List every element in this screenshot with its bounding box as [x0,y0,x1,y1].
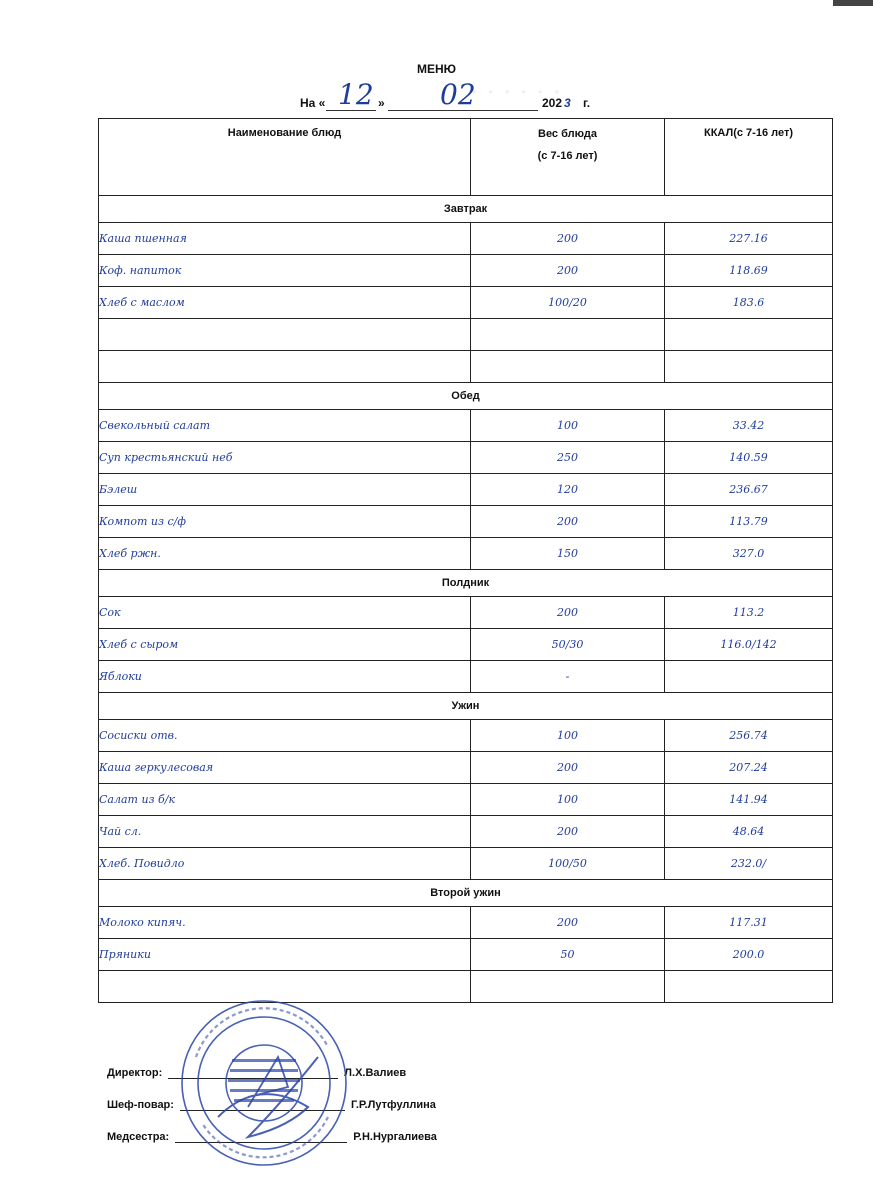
weight-cell: 100 [471,720,665,752]
table-row [99,506,833,538]
weight-cell: 200 [471,506,665,538]
bleed-through: . . . . . . [470,70,561,100]
dish-cell: Сосиски отв. [99,720,471,752]
weight-cell: 100/20 [471,287,665,319]
weight-cell: 200 [471,255,665,287]
section-row [99,196,833,223]
dish-cell: Свекольный салат [99,410,471,442]
menu-title: МЕНЮ [416,62,457,76]
section-name: Завтрак [99,196,833,223]
day-close: » [378,96,385,110]
weight-cell: 200 [471,597,665,629]
date-day: 12 [338,78,374,111]
section-name: Ужин [99,693,833,720]
table-row [99,223,833,255]
section-name: Второй ужин [99,880,833,907]
date-year: 202 [542,96,563,110]
date-line [300,78,720,114]
kcal-cell: 118.69 [665,255,833,287]
table-row [99,629,833,661]
table-row [99,287,833,319]
col-weight-age: (с 7-16 лет) [537,150,598,162]
weight-cell [471,319,665,351]
menu-table [98,118,833,1003]
kcal-cell: 227.16 [665,223,833,255]
date-year-suffix: г. [583,96,591,110]
weight-cell: 100 [471,410,665,442]
dish-cell: Компот из с/ф [99,506,471,538]
kcal-cell: 48.64 [665,816,833,848]
official-stamp [178,997,350,1169]
kcal-cell [665,661,833,693]
table-row [99,410,833,442]
signature-role: Шеф-повар: [107,1099,174,1111]
dish-cell: Суп крестьянский неб [99,442,471,474]
kcal-cell: 116.0/142 [665,629,833,661]
table-row [99,816,833,848]
dish-cell: Хлеб. Повидло [99,848,471,880]
kcal-cell: 183.6 [665,287,833,319]
dish-cell: Хлеб ржн. [99,538,471,570]
dish-cell: Коф. напиток [99,255,471,287]
signature-name: Г.Р.Лутфуллина [350,1099,436,1111]
kcal-cell [665,351,833,383]
section-row [99,383,833,410]
kcal-cell: 327.0 [665,538,833,570]
signature-role: Медсестра: [107,1131,170,1143]
kcal-cell: 232.0/ [665,848,833,880]
col-dish-name: Наименование блюд [99,119,471,196]
weight-cell: 200 [471,223,665,255]
kcal-cell: 236.67 [665,474,833,506]
weight-cell: 50/30 [471,629,665,661]
signature-role: Директор: [107,1067,163,1079]
dish-cell: Салат из б/к [99,784,471,816]
table-row [99,442,833,474]
table-row [99,351,833,383]
section-name: Обед [99,383,833,410]
table-row [99,661,833,693]
section-row [99,570,833,597]
dish-cell: Хлеб с маслом [99,287,471,319]
section-name: Полдник [99,570,833,597]
table-row [99,255,833,287]
weight-cell: 50 [471,939,665,971]
weight-cell: 100/50 [471,848,665,880]
table-row [99,538,833,570]
kcal-cell: 117.31 [665,907,833,939]
table-row [99,752,833,784]
weight-cell: 100 [471,784,665,816]
weight-cell: 150 [471,538,665,570]
weight-cell: 200 [471,816,665,848]
dish-cell [99,319,471,351]
table-header-row [99,119,833,196]
date-month: 02 [440,78,476,111]
table-row [99,319,833,351]
kcal-cell: 200.0 [665,939,833,971]
weight-cell: 250 [471,442,665,474]
dish-cell: Каша геркулесовая [99,752,471,784]
table-row [99,907,833,939]
section-row [99,693,833,720]
table-row [99,939,833,971]
kcal-cell [665,319,833,351]
col-weight [471,119,665,196]
kcal-cell: 207.24 [665,752,833,784]
weight-cell [471,971,665,1003]
dish-cell: Пряники [99,939,471,971]
weight-cell: 120 [471,474,665,506]
col-weight-label: Вес блюда [538,128,597,140]
dish-cell: Каша пшенная [99,223,471,255]
kcal-cell: 33.42 [665,410,833,442]
weight-cell [471,351,665,383]
weight-cell: 200 [471,907,665,939]
kcal-cell: 141.94 [665,784,833,816]
date-prefix: На « [300,96,326,110]
table-row [99,720,833,752]
dish-cell: Чай сл. [99,816,471,848]
table-row [99,474,833,506]
dish-cell: Яблоки [99,661,471,693]
date-year-digit: 3 [564,96,571,110]
kcal-cell [665,971,833,1003]
dish-cell: Молоко кипяч. [99,907,471,939]
col-kcal: ККАЛ(с 7-16 лет) [665,119,833,196]
dish-cell: Хлеб с сыром [99,629,471,661]
dish-cell: Сок [99,597,471,629]
signature-name: Л.Х.Валиев [344,1067,407,1079]
weight-cell: 200 [471,752,665,784]
table-row [99,848,833,880]
kcal-cell: 140.59 [665,442,833,474]
kcal-cell: 113.79 [665,506,833,538]
section-row [99,880,833,907]
table-row [99,784,833,816]
dish-cell: Бэлеш [99,474,471,506]
weight-cell: - [471,661,665,693]
scan-edge [0,0,873,6]
kcal-cell: 113.2 [665,597,833,629]
table-row [99,597,833,629]
dish-cell [99,351,471,383]
kcal-cell: 256.74 [665,720,833,752]
signature-name: Р.Н.Нургалиева [353,1131,437,1143]
